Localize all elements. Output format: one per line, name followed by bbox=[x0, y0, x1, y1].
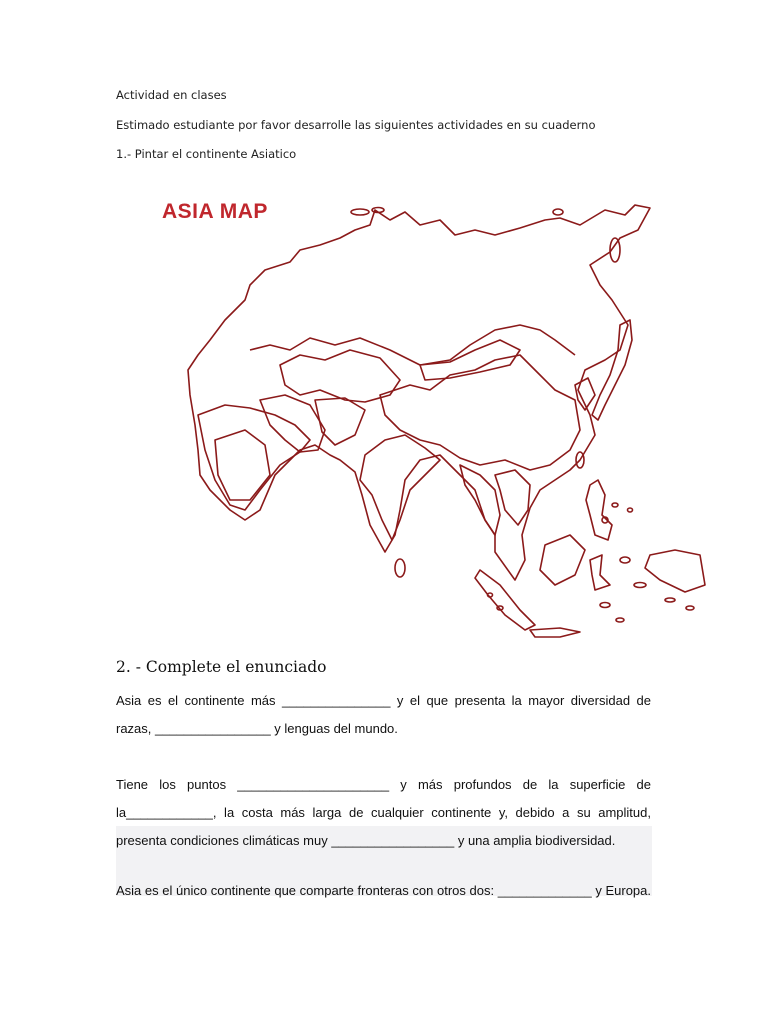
section-2-heading: 2. - Complete el enunciado bbox=[116, 658, 327, 676]
paragraph-2-line-1: Tiene los puntos _____________________ y más profundos de la superficie de bbox=[116, 777, 651, 792]
island-3 bbox=[553, 209, 563, 215]
island-15 bbox=[686, 606, 694, 610]
java-outline bbox=[530, 628, 580, 637]
philippines-outline bbox=[586, 480, 612, 540]
asia-mainland-outline bbox=[188, 205, 650, 580]
asia-outline-map bbox=[150, 190, 710, 645]
task-1-text: 1.- Pintar el continente Asiatico bbox=[116, 147, 297, 161]
paragraph-2-line-2: la____________, la costa más larga de cualquier continente y, debido a su amplitud, bbox=[116, 805, 651, 820]
island-7 bbox=[600, 603, 610, 608]
island-14 bbox=[665, 598, 675, 602]
borneo-outline bbox=[540, 535, 585, 585]
new-guinea-outline bbox=[645, 550, 705, 592]
sumatra-outline bbox=[475, 570, 535, 630]
japan-outline bbox=[592, 320, 632, 420]
paragraph-3-line-1: Asia es el único continente que comparte fronteras con otros dos: _____________ y Europa. bbox=[116, 883, 651, 898]
island-6 bbox=[634, 583, 646, 588]
activity-title: Actividad en clases bbox=[116, 88, 227, 102]
paragraph-2-line-3: presenta condiciones climáticas muy _________________ y una amplia biodiversidad. bbox=[116, 833, 616, 848]
paragraph-3 bbox=[116, 877, 651, 905]
asia-map bbox=[150, 190, 710, 645]
paragraph-1-line-1: Asia es el continente más _______________ y el que presenta la mayor diversidad de bbox=[116, 693, 651, 708]
sulawesi-outline bbox=[590, 555, 610, 590]
border-india bbox=[360, 435, 440, 540]
island-2 bbox=[372, 208, 384, 213]
paragraph-1 bbox=[116, 687, 651, 743]
instructions-text: Estimado estudiante por favor desarrolle las siguientes actividades en su cuaderno bbox=[116, 118, 596, 132]
island-5 bbox=[620, 557, 630, 563]
map-title: ASIA MAP bbox=[162, 200, 268, 223]
island-1 bbox=[351, 209, 369, 215]
island-8 bbox=[616, 618, 624, 622]
sri-lanka-outline bbox=[395, 559, 405, 577]
island-10 bbox=[488, 593, 493, 597]
border-arabia bbox=[215, 430, 270, 500]
paragraph-1-line-2: razas, ________________ y lenguas del mundo. bbox=[116, 721, 398, 736]
border-russia-south bbox=[250, 325, 575, 365]
island-13 bbox=[628, 508, 633, 512]
border-southeast-asia bbox=[460, 465, 500, 535]
paragraph-2 bbox=[116, 771, 651, 855]
island-12 bbox=[612, 503, 618, 507]
